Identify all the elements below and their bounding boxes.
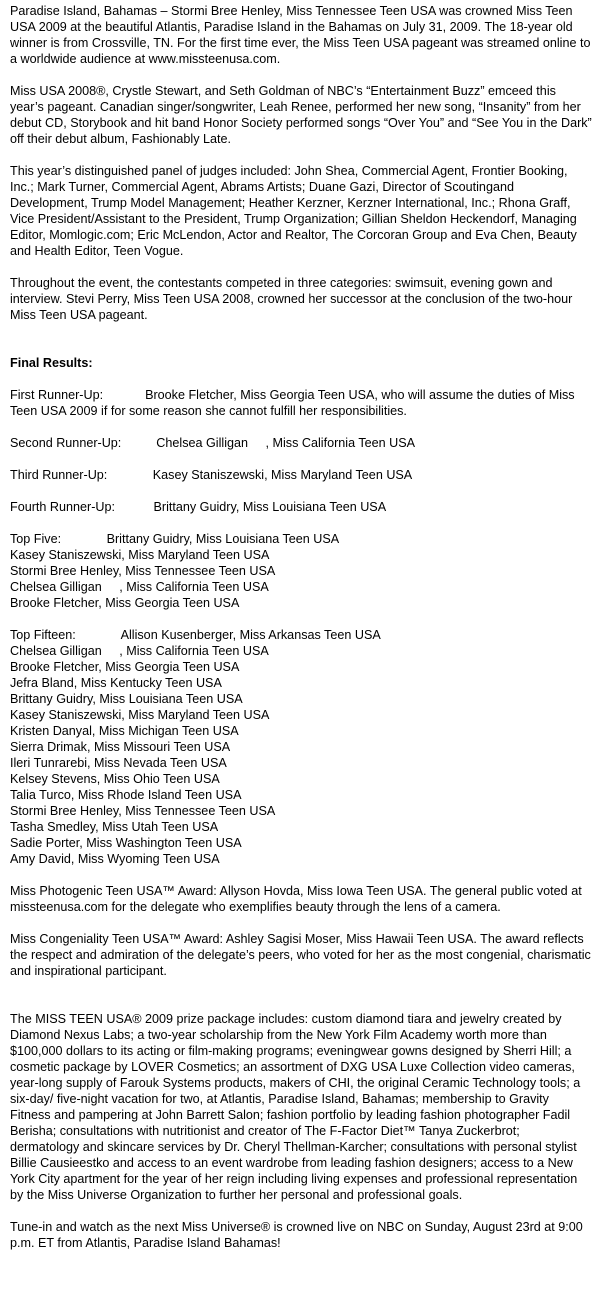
list-item: Ileri Tunrarebi, Miss Nevada Teen USA [10, 756, 227, 770]
list-item: Brooke Fletcher, Miss Georgia Teen USA [10, 660, 240, 674]
photogenic-award: Miss Photogenic Teen USA™ Award: Allyson Hovda, Miss Iowa Teen USA. The general public voted at missteenusa.com for the delegate who exemplifies beauty through the lens of a camera. [10, 884, 582, 914]
spacer [10, 995, 592, 1011]
list-item: Kristen Danyal, Miss Michigan Teen USA [10, 724, 239, 738]
third-runner-up: Third Runner-Up: Kasey Staniszewski, Miss Maryland Teen USA [10, 468, 413, 482]
fourth-runner-up: Fourth Runner-Up: Brittany Guidry, Miss Louisiana Teen USA [10, 500, 387, 514]
second-runner-up: Second Runner-Up: Chelsea Gilligan , Miss California Teen USA [10, 436, 416, 450]
list-item: Chelsea Gilligan , Miss California Teen USA [10, 644, 269, 658]
list-item: Sierra Drimak, Miss Missouri Teen USA [10, 740, 231, 754]
intro-paragraph-2: Miss USA 2008®, Crystle Stewart, and Seth Goldman of NBC’s “Entertainment Buzz” emceed this year’s pageant. Canadian singer/songwriter, Leah Renee, performed her new song, “Insanity” from her debut CD, Storybook and hit band Honor Society performed songs “Over You” and “See You in the Dark” off their debut album, Fashionably Late. [10, 84, 592, 146]
list-item: Top Five: Brittany Guidry, Miss Louisiana Teen USA [10, 532, 340, 546]
intro-paragraph-1: Paradise Island, Bahamas – Stormi Bree Henley, Miss Tennessee Teen USA was crowned Miss Teen USA 2009 at the beautiful Atlantis, Paradise Island in the Bahamas on July 31, 2009. The 18-year old winner is from Crossville, TN. For the first time ever, the Miss Teen USA pageant was streamed online to a worldwide audience at www.missteenusa.com. [10, 4, 591, 66]
top-fifteen-list [10, 627, 592, 867]
list-item: Stormi Bree Henley, Miss Tennessee Teen USA [10, 564, 276, 578]
list-item: Kelsey Stevens, Miss Ohio Teen USA [10, 772, 220, 786]
list-item: Brittany Guidry, Miss Louisiana Teen USA [10, 692, 243, 706]
list-item: Sadie Porter, Miss Washington Teen USA [10, 836, 242, 850]
list-item: Top Fifteen: Allison Kusenberger, Miss Arkansas Teen USA [10, 628, 381, 642]
list-item: Talia Turco, Miss Rhode Island Teen USA [10, 788, 242, 802]
list-item: Chelsea Gilligan , Miss California Teen USA [10, 580, 269, 594]
prize-package-paragraph: The MISS TEEN USA® 2009 prize package includes: custom diamond tiara and jewelry created by Diamond Nexus Labs; a two-year scholarship from the New York Film Academy worth more than $100,000 dollars to its acting or film-making programs; eveningwear gowns designed by Sherri Hill; a cosmetic package by LOVER Cosmetics; an assortment of DXG USA Luxe Collection video cameras, year-long supply of Farouk Systems products, makers of CHI, the original Ceramic Technology tools; a six-day/ five-night vacation for two, at Atlantis, Paradise Island, Bahamas; membership to Gravity Fitness and pampering at John Barrett Salon; fashion portfolio by leading fashion photographer Fadil Berisha; consultations with nutritionist and creator of The F-Factor Diet™ Tanya Zuckerbrot; dermatology and skincare services by Dr. Cheryl Thellman-Karcher; consultations with personal stylist Billie Causieestko and access to an event wardrobe from leading fashion designers; access to a New York City apartment for the year of her reign including living expenses and professional representation by the Miss Universe Organization to further her personal and professional goals. [10, 1012, 581, 1202]
judges-paragraph: This year’s distinguished panel of judges included: John Shea, Commercial Agent, Frontier Booking, Inc.; Mark Turner, Commercial Agent, Abrams Artists; Duane Gazi, Director of Scoutingand Development, Trump Model Management; Heather Kerzner, Kerzner International, Inc.; Rhona Graff, Vice President/Assistant to the President, Trump Organization; Gillian Sheldon Heckendorf, Managing Editor, Momlogic.com; Eric McLendon, Actor and Realtor, The Corcoran Group and Eva Chen, Beauty and Health Editor, Teen Vogue. [10, 164, 577, 258]
spacer [10, 339, 592, 355]
congeniality-award: Miss Congeniality Teen USA™ Award: Ashley Sagisi Moser, Miss Hawaii Teen USA. The award reflects the respect and admiration of the delegate’s peers, who voted for her as the most congenial, charismatic and inspirational participant. [10, 932, 591, 978]
list-item: Kasey Staniszewski, Miss Maryland Teen USA [10, 708, 270, 722]
top-five-list [10, 531, 592, 611]
competition-paragraph: Throughout the event, the contestants competed in three categories: swimsuit, evening gown and interview. Stevi Perry, Miss Teen USA 2008, crowned her successor at the conclusion of the two-hour Miss Teen USA pageant. [10, 276, 573, 322]
list-item: Tasha Smedley, Miss Utah Teen USA [10, 820, 219, 834]
list-item: Stormi Bree Henley, Miss Tennessee Teen USA [10, 804, 276, 818]
final-results-heading: Final Results: [10, 356, 93, 370]
closing-paragraph: Tune-in and watch as the next Miss Universe® is crowned live on NBC on Sunday, August 23rd at 9:00 p.m. ET from Atlantis, Paradise Island Bahamas! [10, 1220, 583, 1250]
list-item: Kasey Staniszewski, Miss Maryland Teen USA [10, 548, 270, 562]
list-item: Brooke Fletcher, Miss Georgia Teen USA [10, 596, 240, 610]
list-item: Jefra Bland, Miss Kentucky Teen USA [10, 676, 222, 690]
list-item: Amy David, Miss Wyoming Teen USA [10, 852, 220, 866]
first-runner-up: First Runner-Up: Brooke Fletcher, Miss Georgia Teen USA, who will assume the duties of Miss Teen USA 2009 if for some reason she cannot fulfill her responsibilities. [10, 388, 578, 418]
